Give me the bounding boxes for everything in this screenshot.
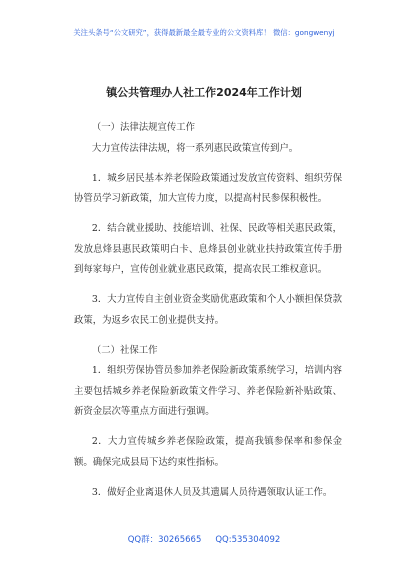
footer-contact [0,533,408,545]
document-title: 镇公共管理办人社工作2024年工作计划 [106,86,302,99]
body-paragraph: 3．做好企业离退休人员及其遗属人员待遇领取认证工作。 [91,486,333,498]
body-paragraph: 1．城乡居民基本养老保险政策通过发放宣传资料、组织劳保协管员学习新政策，加大宣传力度，以提高村民参保积极性。 [74,172,342,204]
body-paragraph: 1．组织劳保协管员参加养老保险新政策系统学习，培训内容主要包括城乡养老保险新政策文件学习、养老保险新补贴政策、新资金层次等重点方面进行强调。 [74,365,342,417]
section-heading: （一）法律法规宣传工作 [91,122,195,133]
header-banner: 关注头条号“公文研究”，获得最新最全最专业的公文资料库！ 微信：gongwenyj [73,28,335,37]
body-paragraph: 2．大力宣传城乡养老保险政策，提高我镇参保率和参保金额。确保完成县局下达约束性指标。 [74,436,342,468]
body-paragraph: 大力宣传法律法规，将一系列惠民政策宣传到户。 [91,142,299,154]
section-heading: （二）社保工作 [91,344,158,356]
body-paragraph: 2．结合就业援助、技能培训、社保、民政等相关惠民政策，发放息烽县惠民政策明白卡、息烽县创业就业扶持政策宣传手册到每家每户，宣传创业就业惠民政策，提高农民工维权意识。 [74,223,342,275]
qq-group-number: QQ群：30265665 [127,535,202,545]
body-paragraph: 3．大力宣传自主创业资金奖励优惠政策和个人小额担保贷款政策，为返乡农民工创业提供支持。 [74,294,342,326]
qq-number: QQ:535304092 [215,535,281,545]
document-body [74,118,342,513]
